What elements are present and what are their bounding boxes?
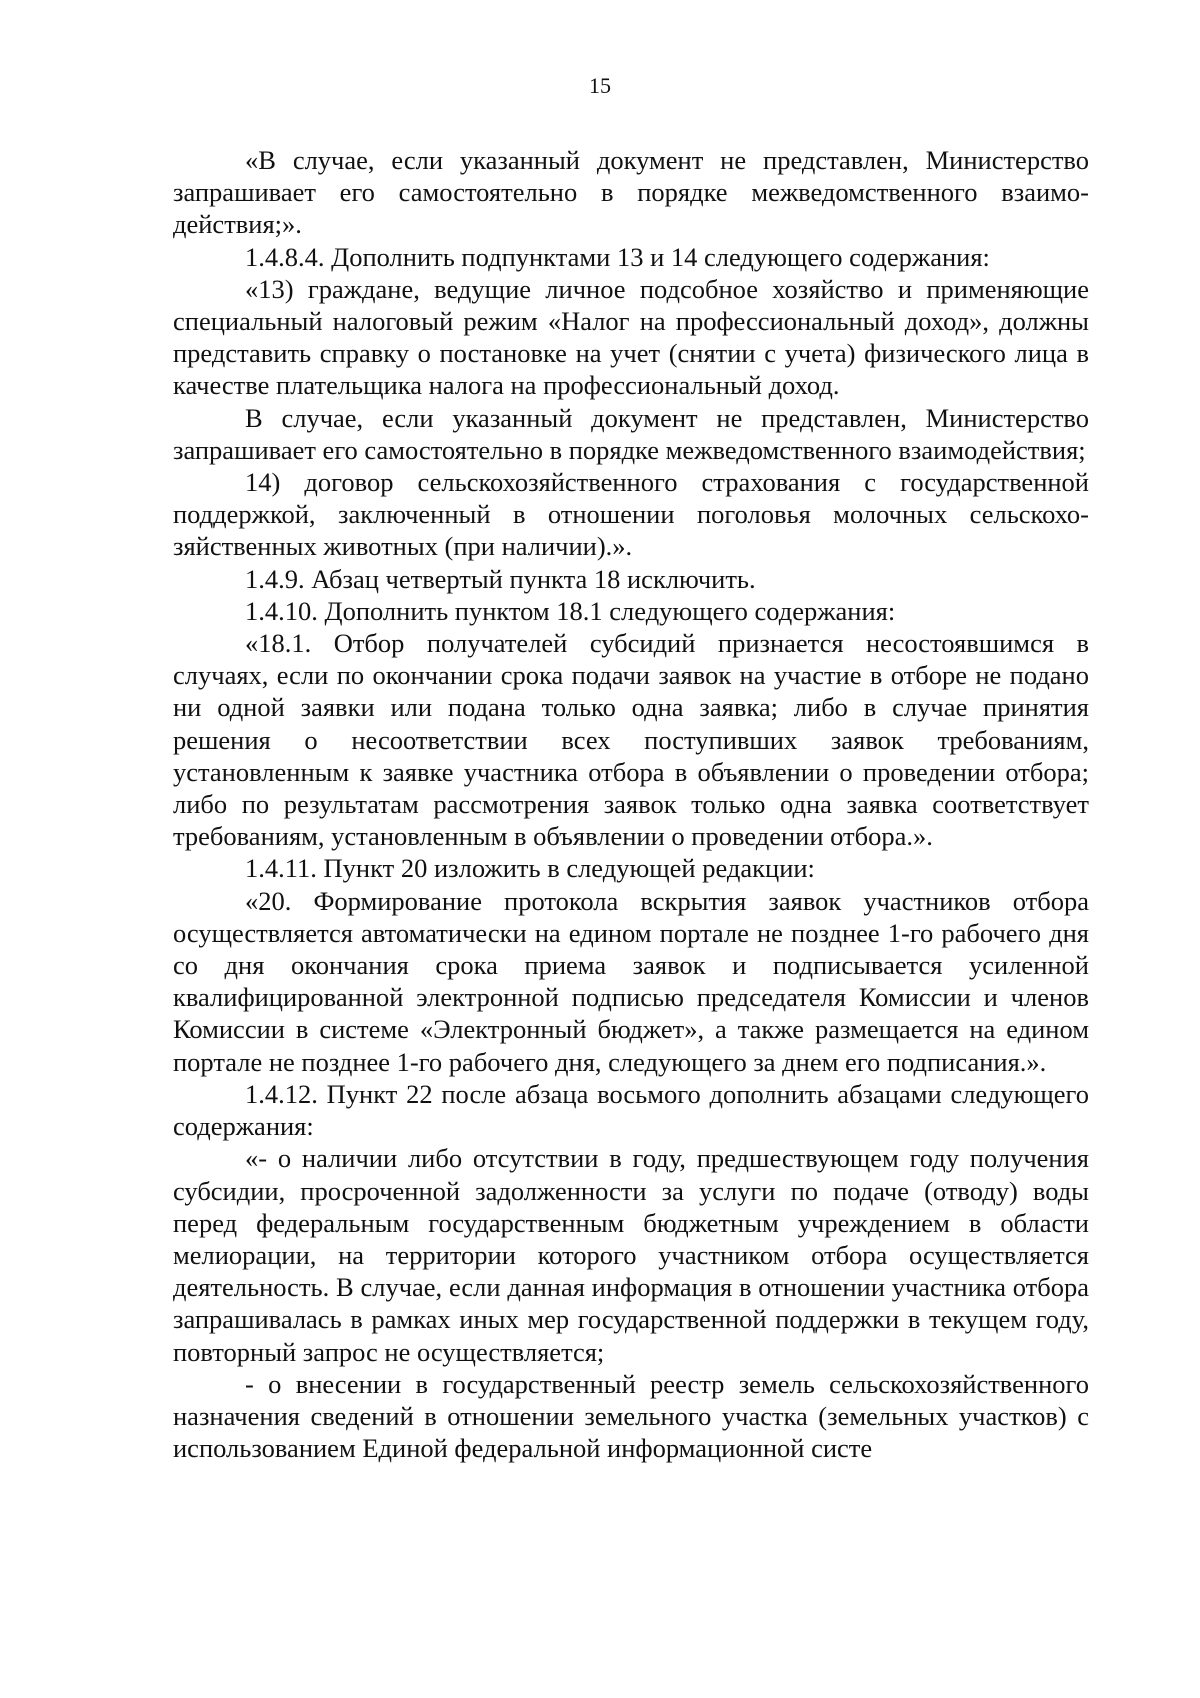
paragraph-10: «20. Формирование протокола вскрытия заявок участников отбора осуществляется автоматически на едином портале не позднее 1-го рабочего дня со дня окончания срока приема заявок и подписывается усиленной квалифицированной электронной подписью председателя Комиссии и членов Комиссии в системе «Электронный бюджет», а также размещается на едином портале не позднее 1-го рабочего дня, следующего за днем его подписания.». [173,885,1089,1077]
page-number: 15 [589,73,611,98]
document-body [173,144,1089,1464]
paragraph-7: 1.4.10. Дополнить пунктом 18.1 следующего содержания: [245,595,896,626]
paragraph-1: «В случае, если указанный документ не представлен, Министерство запрашивает его самостоятельно в порядке межведомственного взаимодействия;». [173,145,1089,240]
paragraph-4: В случае, если указанный документ не представлен, Министерство запрашивает его самостоятельно в порядке межведомственного взаимодействия; [173,402,1089,465]
paragraph-6: 1.4.9. Абзац четвертый пункта 18 исключить. [245,563,756,594]
paragraph-12: «- о наличии либо отсутствии в году, предшествующем году получения субсидии, просроченной задолженности за услуги по подаче (отводу) воды перед федеральным государственным бюджетным учреждением в области мелиорации, на территории которого участником отбора осуществляется деятельность. В случае, если данная информация в отношении участника отбора запрашивалась в рамках иных мер государственной поддержки в текущем году, повторный запрос не осуществляется; [173,1143,1089,1367]
paragraph-11: 1.4.12. Пункт 22 после абзаца восьмого дополнить абзацами следующего содержания: [173,1078,1089,1142]
paragraph-9: 1.4.11. Пункт 20 изложить в следующей редакции: [245,853,815,884]
paragraph-13: - о внесении в государственный реестр земель сельскохозяйственного назначения сведений в отношении земельного участка (земельных участков) с использованием Единой федеральной информационной систе [173,1368,1089,1464]
paragraph-3: «13) граждане, ведущие личное подсобное хозяйство и применяющие специальный налоговый режим «Налог на профессиональный доход», должны представить справку о постановке на учет (снятии с учета) физического лица в качестве плательщика налога на профессиональный доход. [173,273,1089,401]
paragraph-8: «18.1. Отбор получателей субсидий признается несостоявшимся в случаях, если по окончании срока подачи заявок на участие в отборе не подано ни одной заявки или подана только одна заявка; либо в случае принятия решения о несоответствии всех поступивших заявок требованиям, установленным к заявке участника отбора в объявлении о проведении отбора; либо по результатам рассмотрения заявок только одна заявка соответствует требованиям, установленным в объявлении о проведении отбора.». [173,628,1089,852]
paragraph-5: 14) договор сельскохозяйственного страхования с государственной поддержкой, заключенный в отношении поголовья молочных сельскохозяйственных животных (при наличии).». [173,467,1089,562]
paragraph-2: 1.4.8.4. Дополнить подпунктами 13 и 14 следующего содержания: [245,241,990,272]
